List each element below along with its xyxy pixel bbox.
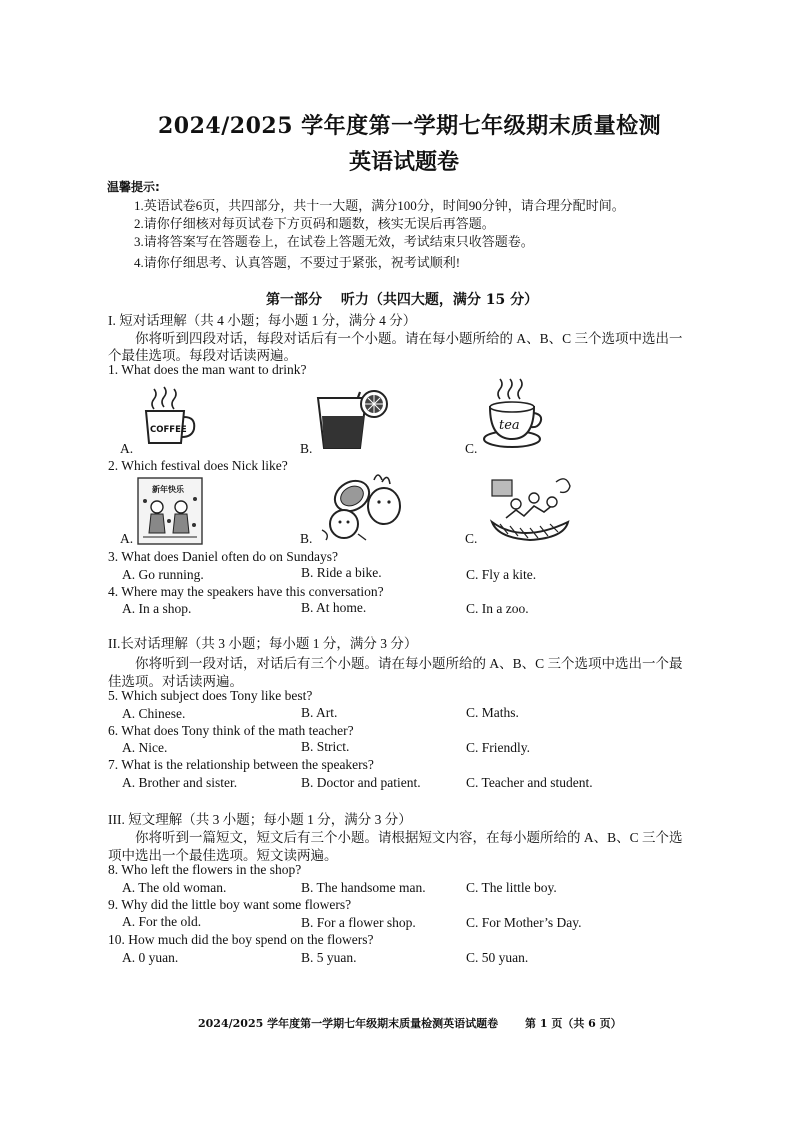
question-9: 9. Why did the little boy want some flowers? <box>108 897 352 912</box>
tea-cup-icon <box>482 377 544 451</box>
option-b: B. For a flower shop. <box>301 915 416 930</box>
question-3: 3. What does Daniel often do on Sundays? <box>108 549 338 564</box>
option-c-label: C. <box>465 531 478 546</box>
option-b: B. Strict. <box>301 739 350 754</box>
tip-item: 1.英语试卷6页，共四部分，共十一大题，满分100分，时间90分钟，请合理分配时间。 <box>134 198 625 213</box>
question-8: 8. Who left the flowers in the shop? <box>108 862 302 877</box>
option-c: C. Maths. <box>466 705 519 720</box>
mooncake-rabbit-image <box>318 470 410 544</box>
section-title: II.长对话理解（共 3 小题；每小题 1 分，满分 3 分） <box>108 636 418 651</box>
question-2: 2. Which festival does Nick like? <box>108 458 288 473</box>
section-instruction: 你将听到一段对话，对话后有三个小题。请在每小题所给的 A、B、C 三个选项中选出一个最 <box>135 656 683 671</box>
question-1: 1. What does the man want to drink? <box>108 362 307 377</box>
section-title: III. 短文理解（共 3 小题；每小题 1 分，满分 3 分） <box>108 812 412 827</box>
section-instruction: 佳选项。对话读两遍。 <box>108 674 243 689</box>
section-instruction: 项中选出一个最佳选项。短文读两遍。 <box>108 848 338 863</box>
option-b-label: B. <box>300 531 313 546</box>
tea-label: tea <box>499 418 520 433</box>
option-a: A. 0 yuan. <box>122 950 179 965</box>
option-c: C. The little boy. <box>466 880 557 895</box>
option-a: A. In a shop. <box>122 601 192 616</box>
part-title: 第一部分 听力（共四大题，满分 15 分） <box>266 292 539 308</box>
page-number: 第 1 页（共 6 页） <box>525 1017 622 1030</box>
option-c: C. Fly a kite. <box>466 567 537 582</box>
section-instruction: 你将听到四段对话，每段对话后有一个小题。请在每小题所给的 A、B、C 三个选项中选出一 <box>135 331 683 346</box>
option-a: A. Go running. <box>122 567 204 582</box>
new-year-poster-image <box>137 477 203 545</box>
tips-heading: 温馨提示: <box>107 180 160 194</box>
section-title: I. 短对话理解（共 4 小题；每小题 1 分，满分 4 分） <box>108 313 417 328</box>
juice-glass-icon <box>314 388 390 452</box>
exam-subtitle: 英语试题卷 <box>349 149 460 175</box>
question-4: 4. Where may the speakers have this conversation? <box>108 584 384 599</box>
tip-item: 3.请将答案写在答题卷上，在试卷上答题无效，考试结束只收答题卷。 <box>134 234 534 249</box>
option-a-label: A. <box>120 441 134 456</box>
option-a: A. For the old. <box>122 914 202 929</box>
option-b: B. 5 yuan. <box>301 950 357 965</box>
coffee-cup-icon <box>140 385 200 447</box>
option-b: B. Doctor and patient. <box>301 775 421 790</box>
option-c: C. 50 yuan. <box>466 950 529 965</box>
option-c: C. In a zoo. <box>466 601 529 616</box>
option-c-label: C. <box>465 441 478 456</box>
exam-title: 2024/2025 学年度第一学期七年级期末质量检测 <box>158 113 662 139</box>
question-7: 7. What is the relationship between the speakers? <box>108 757 374 772</box>
section-instruction: 你将听到一篇短文，短文后有三个小题。请根据短文内容，在每小题所给的 A、B、C 三个选 <box>135 830 683 845</box>
dragon-boat-image <box>486 472 574 546</box>
section-instruction: 个最佳选项。每段对话读两遍。 <box>108 348 297 363</box>
option-c: C. Teacher and student. <box>466 775 593 790</box>
option-b: B. The handsome man. <box>301 880 426 895</box>
coffee-label: COFFEE <box>150 425 187 435</box>
tip-item: 4.请你仔细思考、认真答题，不要过于紧张，祝考试顺利! <box>134 255 461 270</box>
footer-title: 2024/2025 学年度第一学期七年级期末质量检测英语试题卷 <box>198 1017 499 1030</box>
option-a-label: A. <box>120 531 134 546</box>
question-10: 10. How much did the boy spend on the flowers? <box>108 932 374 947</box>
option-a: A. Nice. <box>122 740 168 755</box>
poster-label: 新年快乐 <box>152 485 184 494</box>
option-b-label: B. <box>300 441 313 456</box>
option-c: C. For Mother’s Day. <box>466 915 582 930</box>
option-a: A. Brother and sister. <box>122 775 238 790</box>
option-c: C. Friendly. <box>466 740 530 755</box>
question-5: 5. Which subject does Tony like best? <box>108 688 313 703</box>
question-6: 6. What does Tony think of the math teacher? <box>108 723 354 738</box>
option-b: B. Art. <box>301 705 338 720</box>
option-a: A. The old woman. <box>122 880 227 895</box>
option-a: A. Chinese. <box>122 706 186 721</box>
option-b: B. At home. <box>301 600 367 615</box>
option-b: B. Ride a bike. <box>301 565 382 580</box>
tip-item: 2.请你仔细核对每页试卷下方页码和题数，核实无误后再答题。 <box>134 216 495 231</box>
